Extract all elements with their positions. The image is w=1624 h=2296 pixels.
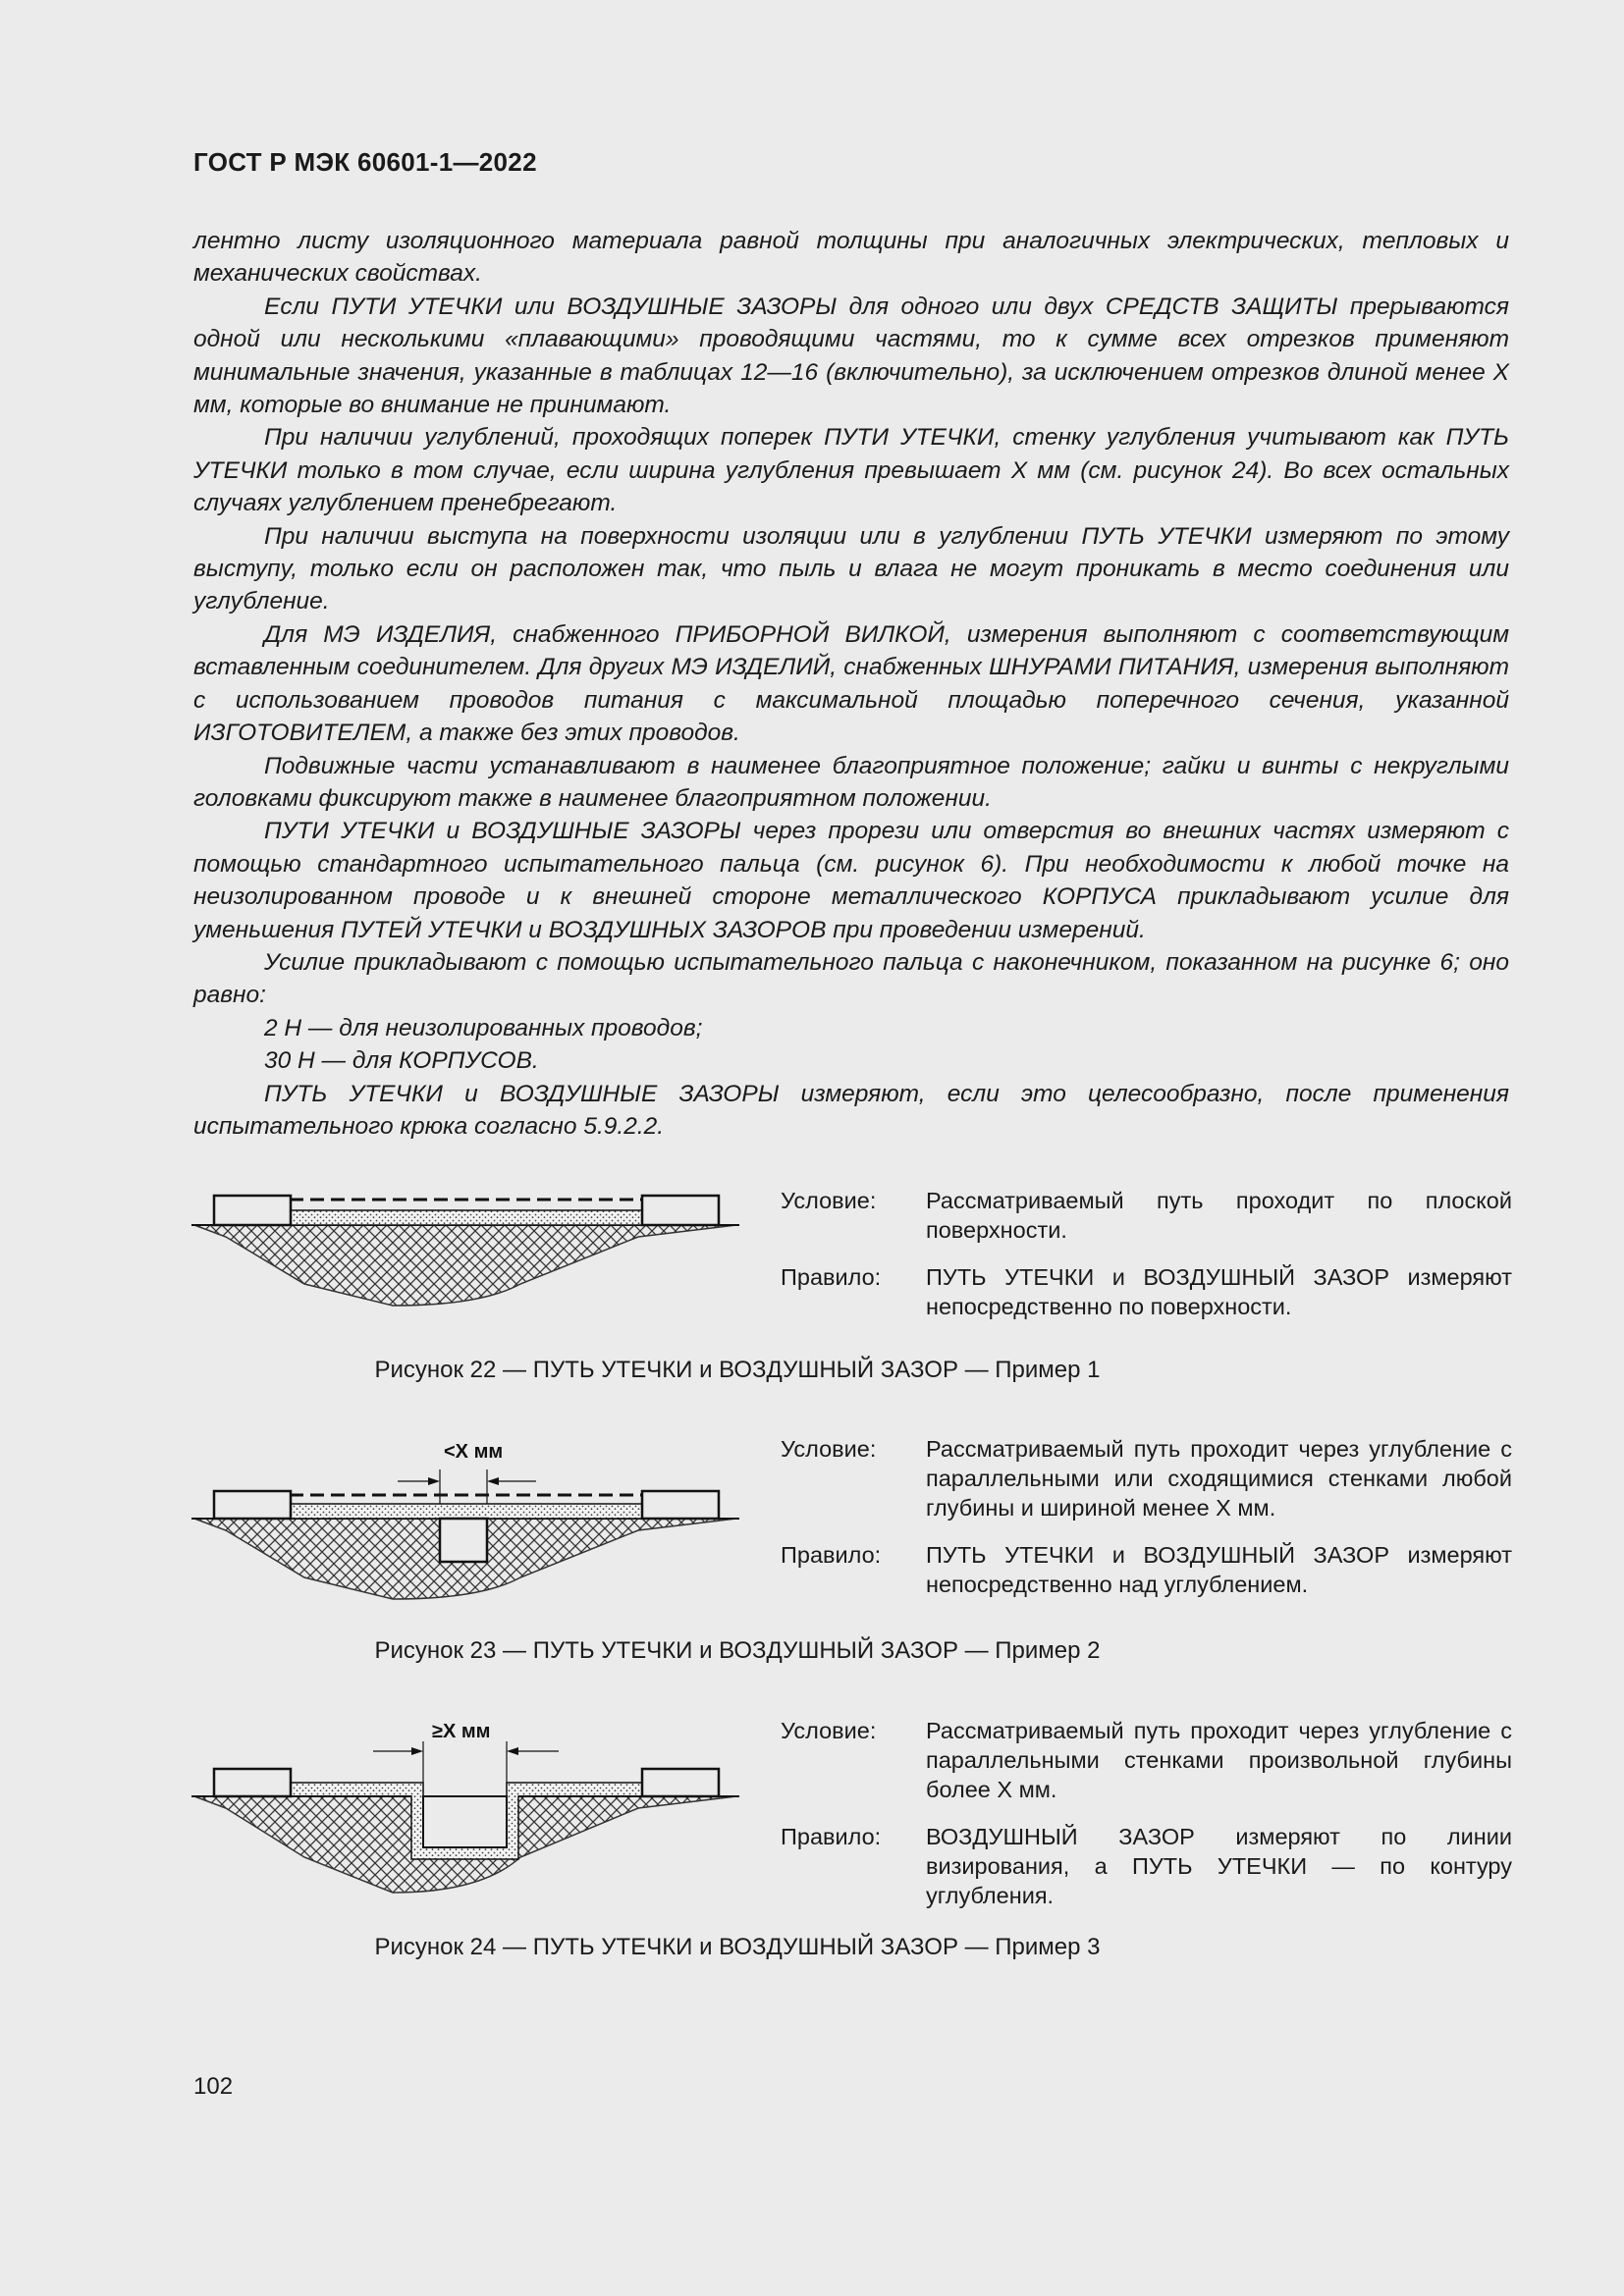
dimension-label: <X мм (444, 1441, 504, 1463)
rule-label: Правило: (781, 1264, 882, 1290)
paragraph: Усилие прикладывают с помощью испытательного пальца с наконечником, показанном на рисунке 6; оно равно: (193, 948, 1509, 1009)
paragraph: Подвижные части устанавливают в наименее благоприятное положение; гайки и винты с некруглыми головками фиксируют также в наименее благоприятном положении. (193, 752, 1509, 812)
figure-23-diagram (187, 1428, 756, 1605)
figure-24-caption: Рисунок 24 — ПУТЬ УТЕЧКИ и ВОЗДУШНЫЙ ЗАЗОР — Пример 3 (374, 1934, 1101, 1960)
rule-label: Правило: (781, 1824, 882, 1849)
paragraph: При наличии выступа на поверхности изоляции или в углублении ПУТЬ УТЕЧКИ измеряют по этому выступу, только если он расположен так, что пыль и влага не могут проникать в место соединения или углубление. (193, 522, 1509, 615)
dimension-label: ≥X мм (432, 1721, 491, 1742)
figure-23-description (781, 1434, 1512, 1617)
figure-22-diagram (187, 1178, 756, 1315)
page-number: 102 (193, 2073, 234, 2100)
figure-23-caption: Рисунок 23 — ПУТЬ УТЕЧКИ и ВОЗДУШНЫЙ ЗАЗОР — Пример 2 (374, 1637, 1101, 1664)
rule-text: ВОЗДУШНЫЙ ЗАЗОР измеряют по линии визирования, а ПУТЬ УТЕЧКИ — по контуру углубления. (926, 1824, 1512, 1908)
figure-22-caption: Рисунок 22 — ПУТЬ УТЕЧКИ и ВОЗДУШНЫЙ ЗАЗОР — Пример 1 (374, 1357, 1101, 1383)
paragraph: ПУТЬ УТЕЧКИ и ВОЗДУШНЫЕ ЗАЗОРЫ измеряют, если это целесообразно, после применения испытательного крюка согласно 5.9.2.2. (193, 1080, 1509, 1140)
document-header: ГОСТ Р МЭК 60601-1—2022 (193, 147, 537, 177)
paragraph: Если ПУТИ УТЕЧКИ или ВОЗДУШНЫЕ ЗАЗОРЫ для одного или двух СРЕДСТВ ЗАЩИТЫ прерываются одной или несколькими «плавающими» проводящими частями, то к сумме всех отрезков применяют минимальные значения, указанные в таблицах 12—16 (включительно), за исключением отрезков длиной менее X мм, которые во внимание не принимают. (193, 293, 1509, 419)
condition-text: Рассматриваемый путь проходит через углубление с параллельными стенками произвольной глубины более X мм. (926, 1718, 1512, 1802)
rule-text: ПУТЬ УТЕЧКИ и ВОЗДУШНЫЙ ЗАЗОР измеряют непосредственно над углублением. (926, 1542, 1512, 1597)
list-item: 2 Н — для неизолированных проводов; (264, 1014, 703, 1041)
rule-label: Правило: (781, 1542, 882, 1568)
condition-label: Условие: (781, 1718, 877, 1743)
paragraph: При наличии углублений, проходящих поперек ПУТИ УТЕЧКИ, стенку углубления учитывают как ПУТЬ УТЕЧКИ только в том случае, если ширина углубления превышает X мм (см. рисунок 24). Во всех остальных случаях углублением пренебрегают. (193, 424, 1509, 517)
figure-22-description (781, 1186, 1512, 1339)
paragraph: лентно листу изоляционного материала равной толщины при аналогичных электрических, тепловых и механических свойствах. (193, 228, 1509, 288)
paragraph: ПУТИ УТЕЧКИ и ВОЗДУШНЫЕ ЗАЗОРЫ через прорези или отверстия во внешних частях измеряют с помощью стандартного испытательного пальца (см. рисунок 6). При необходимости к любой точке на неизолированном проводе и к внешней стороне металлического КОРПУСА прикладывают усилие для уменьшения ПУТЕЙ УТЕЧКИ и ВОЗДУШНЫХ ЗАЗОРОВ при проведении измерений. (193, 818, 1509, 943)
figure-24-diagram (187, 1710, 756, 1896)
body-text (193, 225, 1509, 1143)
condition-text: Рассматриваемый путь проходит по плоской поверхности. (926, 1188, 1512, 1243)
paragraph: Для МЭ ИЗДЕЛИЯ, снабженного ПРИБОРНОЙ ВИЛКОЙ, измерения выполняют с соответствующим вставленным соединителем. Для других МЭ ИЗДЕЛИЙ, снабженных ШНУРАМИ ПИТАНИЯ, измерения выполняют с использованием проводов питания с максимальной площадью поперечного сечения, указанной ИЗГОТОВИТЕЛЕМ, а также без этих проводов. (193, 620, 1509, 747)
condition-label: Условие: (781, 1188, 877, 1213)
rule-text: ПУТЬ УТЕЧКИ и ВОЗДУШНЫЙ ЗАЗОР измеряют непосредственно по поверхности. (926, 1264, 1512, 1319)
condition-label: Условие: (781, 1436, 877, 1462)
figure-24-description (781, 1716, 1512, 1928)
condition-text: Рассматриваемый путь проходит через углубление с параллельными или сходящимися стенками любой глубины и шириной менее X мм. (926, 1436, 1512, 1521)
list-item: 30 Н — для КОРПУСОВ. (264, 1047, 539, 1075)
